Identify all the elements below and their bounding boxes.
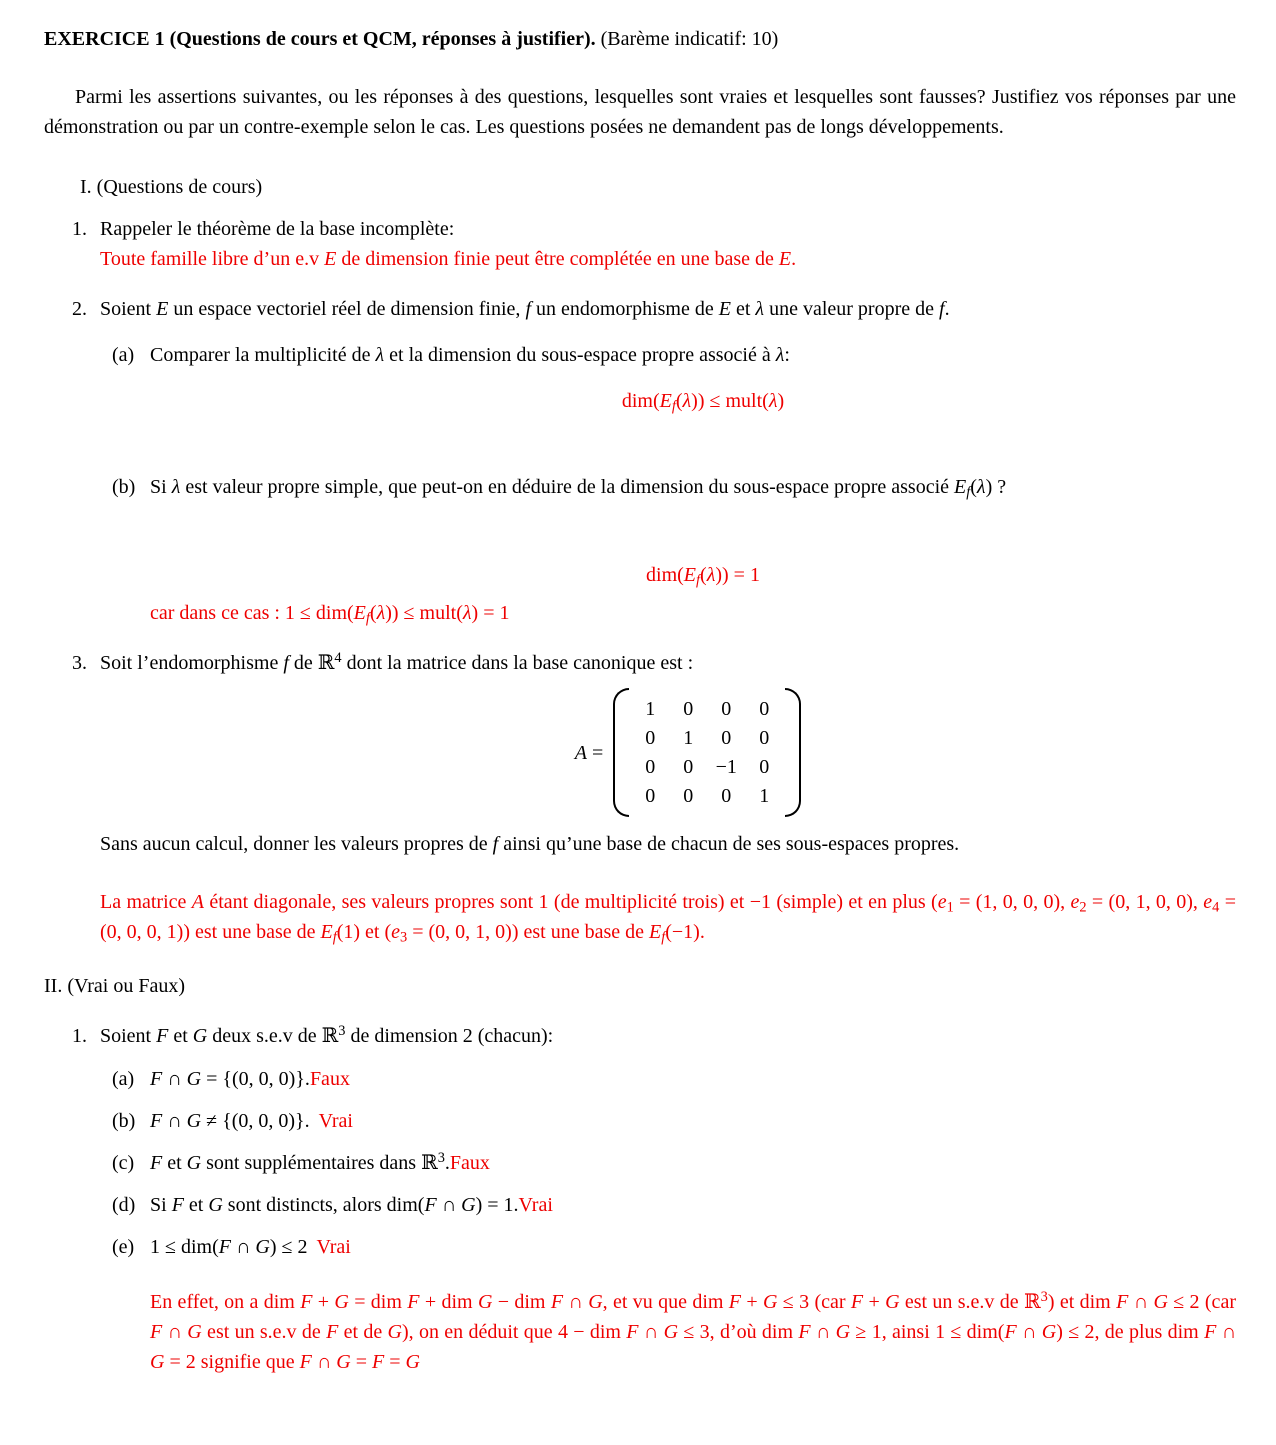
tf-item-e-body bbox=[150, 1233, 351, 1261]
tf-item-a-statement: F ∩ G = {(0, 0, 0)}. bbox=[150, 1068, 310, 1090]
section-i-heading: I. (Questions de cours) bbox=[80, 176, 263, 198]
matrix-block bbox=[100, 688, 1236, 817]
tf-item-e bbox=[112, 1233, 1236, 1261]
question-1-text: Rappeler le théorème de la base incomplète: bbox=[100, 218, 455, 240]
tf-item-d-verdict: Vrai bbox=[518, 1194, 553, 1216]
question-2b-reason: car dans ce cas : $1 \le dim(E_f(\lambda))$ ≤ mult(λ) = 1 bbox=[150, 602, 510, 627]
tf-item-b-body bbox=[150, 1107, 353, 1135]
matrix-cell: 0 bbox=[721, 727, 732, 749]
matrix-cell: 0 bbox=[683, 698, 694, 720]
question-2b-label: (b) bbox=[112, 476, 136, 498]
question-2a-text: Comparer la multiplicité de λ et la dimension du sous-espace propre associé à λ: bbox=[150, 344, 790, 366]
exercise-heading bbox=[44, 26, 1236, 52]
tf-item-b-label: (b) bbox=[112, 1110, 136, 1132]
exercise-heading-note: (Barème indicatif: 10) bbox=[600, 28, 779, 50]
question-3-instruction: Sans aucun calcul, donner les valeurs propres de f ainsi qu’une base de chacun de ses sous-espaces propres. bbox=[100, 833, 960, 855]
tf-question-1 bbox=[72, 1021, 1236, 1377]
matrix-cell: 0 bbox=[645, 756, 656, 778]
question-3-number: 3. bbox=[72, 652, 87, 674]
tf-item-b-verdict: Vrai bbox=[318, 1110, 353, 1132]
matrix-cell: 0 bbox=[645, 727, 656, 749]
question-3-text: Soit l’endomorphisme f de ℝ$^4$ dont la matrice dans la base canonique est : bbox=[100, 649, 694, 674]
matrix-cell: 0 bbox=[721, 785, 732, 807]
tf-question-1-text: Soient F et G deux s.e.v de ℝ$^3$ de dimension 2 (chacun): bbox=[100, 1022, 554, 1047]
matrix-cell: 0 bbox=[683, 756, 694, 778]
question-2b-answer-equation: $dim(E_f(\lambda)) = 1$ bbox=[646, 564, 760, 589]
matrix-grid bbox=[629, 688, 785, 817]
matrix-cell: 1 bbox=[683, 727, 694, 749]
tf-item-a-verdict: Faux bbox=[309, 1068, 350, 1090]
tf-item-e-statement: 1 ≤ dim(F ∩ G) ≤ 2 bbox=[150, 1236, 308, 1258]
question-2a bbox=[112, 340, 1236, 370]
question-2 bbox=[72, 294, 1236, 648]
question-1-number: 1. bbox=[72, 218, 87, 240]
tf-item-d-body bbox=[150, 1191, 553, 1219]
matrix-cell: −1 bbox=[715, 756, 737, 778]
matrix-lhs: A = bbox=[574, 741, 604, 764]
question-3 bbox=[72, 648, 1236, 947]
tf-item-d-label: (d) bbox=[112, 1194, 136, 1216]
tf-question-1-number: 1. bbox=[72, 1025, 87, 1047]
tf-item-e-label: (e) bbox=[112, 1236, 135, 1258]
tf-item-c-body bbox=[150, 1149, 490, 1177]
question-2a-answer-equation: $dim(E_f(\lambda))$ ≤ mult(λ) bbox=[621, 390, 785, 415]
matrix-left-paren bbox=[613, 688, 629, 817]
question-2b-text: Si λ est valeur propre simple, que peut-on en déduire de la dimension du sous-espace propre associé $E_f(\lambda)$ ? bbox=[150, 476, 1007, 501]
tf-item-c-label: (c) bbox=[112, 1152, 135, 1174]
tf-item-b bbox=[112, 1107, 1236, 1135]
tf-item-c-statement: F et G sont supplémentaires dans ℝ$^3$. bbox=[150, 1149, 450, 1174]
question-2b bbox=[112, 472, 1236, 502]
matrix-cell: 1 bbox=[759, 785, 770, 807]
question-2-number: 2. bbox=[72, 298, 87, 320]
tf-item-c bbox=[112, 1149, 1236, 1177]
tf-item-e-verdict: Vrai bbox=[316, 1236, 351, 1258]
tf-item-a-label: (a) bbox=[112, 1068, 135, 1090]
section-ii-heading: II. (Vrai ou Faux) bbox=[44, 975, 185, 997]
question-3-answer: La matrice A étant diagonale, ses valeurs propres sont 1 (de multiplicité trois) et −1 (simple) et en plus ($e_1 = (1$, 0, 0, 0), $e_2 = (0$, 1, 0, 0), $e_4 = (0$, 0, 0, 1)) est une base de $E_f(1)$ et ($e_3 = (0$, 0, 1, 0)) est une base de $E_f(-1)$. bbox=[100, 891, 1237, 946]
question-2a-label: (a) bbox=[112, 344, 135, 366]
question-1-answer: Toute famille libre d’un e.v E de dimension finie peut être complétée en une base de E. bbox=[100, 248, 797, 270]
tf-item-a-body bbox=[150, 1065, 350, 1093]
tf-item-d bbox=[112, 1191, 1236, 1219]
matrix-cell: 1 bbox=[645, 698, 656, 720]
tf-item-c-verdict: Faux bbox=[449, 1152, 490, 1174]
tf-item-b-statement: F ∩ G ≠ {(0, 0, 0)}. bbox=[150, 1110, 310, 1132]
matrix-cell: 0 bbox=[759, 756, 770, 778]
matrix-cell: 0 bbox=[645, 785, 656, 807]
matrix-cell: 0 bbox=[721, 698, 732, 720]
tf-justification: En effet, on a dim F + G = dim F + dim G − dim F ∩ G, et vu que dim F + G ≤ 3 (car F + G est un s.e.v de ℝ$^3$) et dim F ∩ G ≤ 2 (car F ∩ G est un s.e.v de F et de G), on en déduit que 4 − dim F ∩ G ≤ 3, d’où dim F ∩ G ≥ 1, ainsi 1 ≤ dim(F ∩ G) ≤ 2, de plus dim F ∩ G = 2 signifie que F ∩ G = F = G bbox=[150, 1288, 1237, 1373]
matrix-right-paren bbox=[785, 688, 801, 817]
matrix-cell: 0 bbox=[759, 698, 770, 720]
exercise-heading-bold: EXERCICE 1 (Questions de cours et QCM, réponses à justifier). bbox=[44, 28, 596, 50]
tf-item-d-statement: Si F et G sont distincts, alors dim(F ∩ G) = 1. bbox=[150, 1194, 519, 1216]
matrix-cell: 0 bbox=[683, 785, 694, 807]
question-2-text: Soient E un espace vectoriel réel de dimension finie, f un endomorphisme de E et λ une valeur propre de f. bbox=[100, 298, 950, 320]
question-1 bbox=[72, 214, 1236, 274]
matrix-cell: 0 bbox=[759, 727, 770, 749]
tf-item-a bbox=[112, 1065, 1236, 1093]
intro-paragraph: Parmi les assertions suivantes, ou les réponses à des questions, lesquelles sont vraies et lesquelles sont fausses? Justifiez vos réponses par une démonstration ou par un contre-exemple selon le cas. Les questions posées ne demandent pas de longs développements. bbox=[44, 86, 1236, 138]
